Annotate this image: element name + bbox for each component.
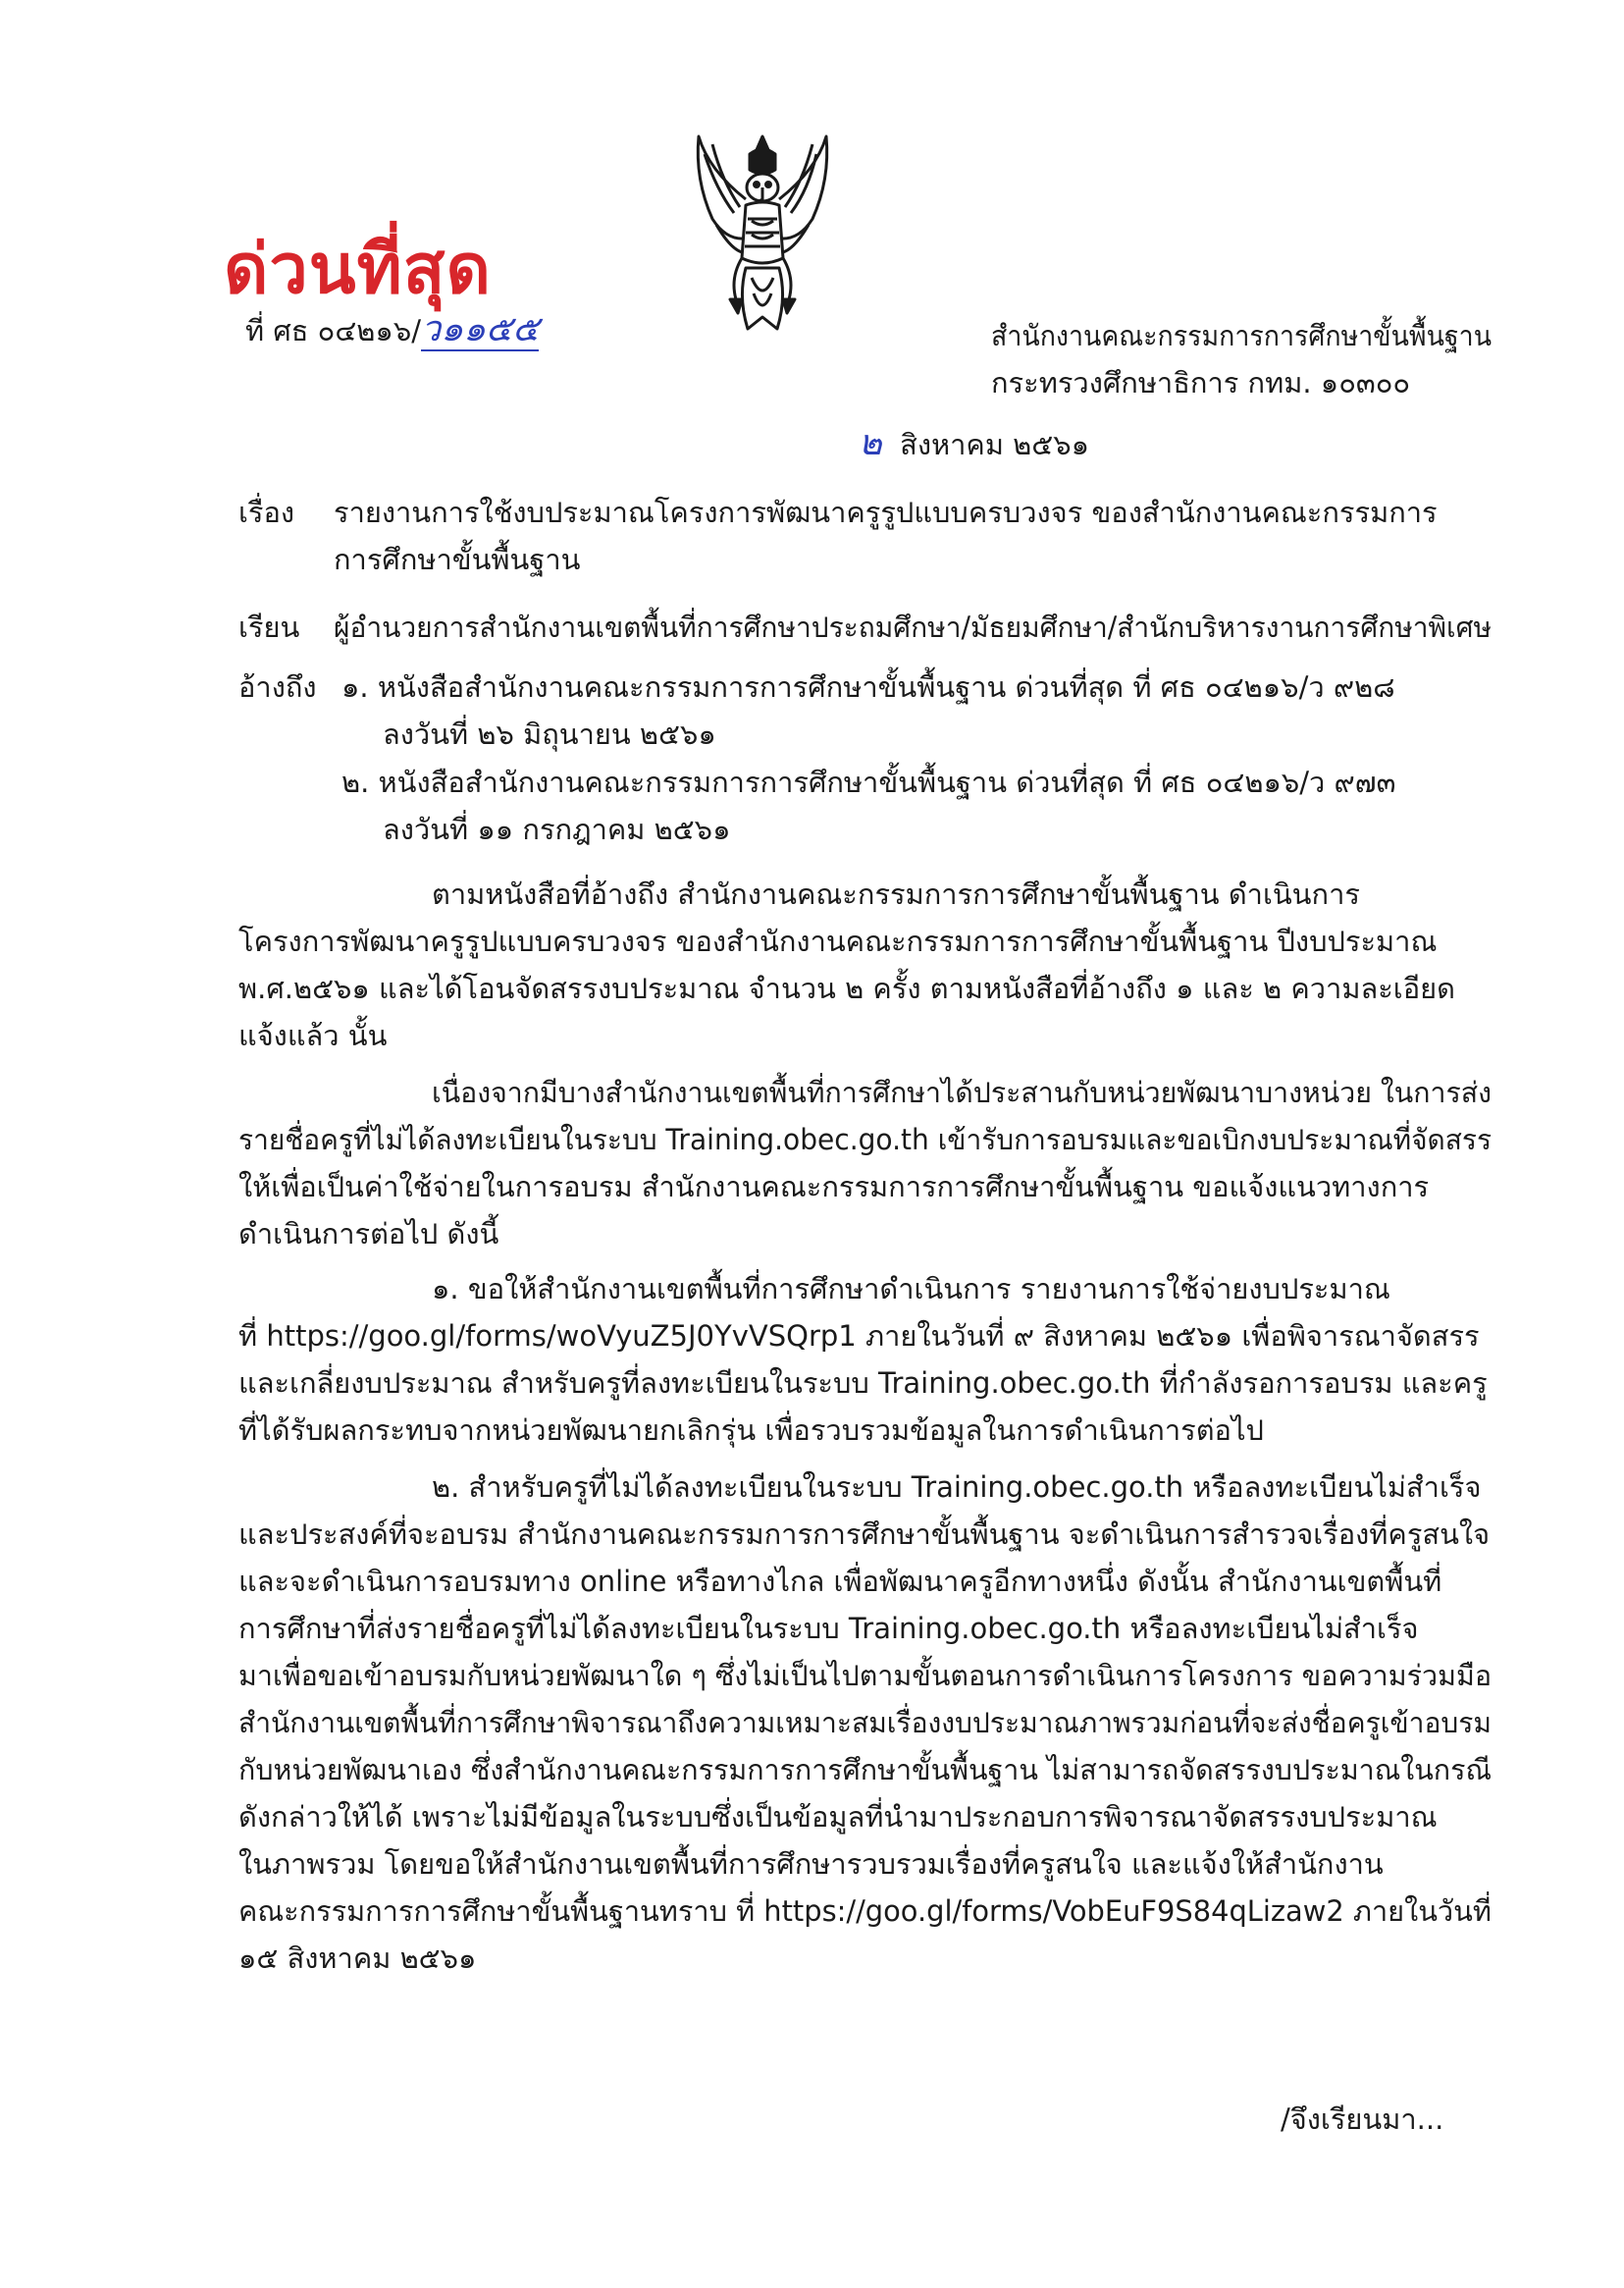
paragraph-4-line-8: ดังกล่าวให้ได้ เพราะไม่มีข้อมูลในระบบซึ่งเป็นข้อมูลที่นำมาประกอบการพิจารณาจัดสรรงบประมาณ: [238, 1800, 1438, 1834]
urgency-stamp: ด่วนที่สุด: [224, 228, 492, 309]
paragraph-2-line-1: เนื่องจากมีบางสำนักงานเขตพื้นที่การศึกษาได้ประสานกับหน่วยพัฒนาบางหน่วย ในการส่ง: [432, 1076, 1492, 1109]
issuing-office: สำนักงานคณะกรรมการการศึกษาขั้นพื้นฐาน: [991, 319, 1493, 352]
paragraph-2-line-2: รายชื่อครูที่ไม่ได้ลงทะเบียนในระบบ Training.obec.go.th เข้ารับการอบรมและขอเบิกงบประมาณที่จัดสรร: [238, 1123, 1493, 1156]
paragraph-1-line-4: แจ้งแล้ว นั้น: [238, 1019, 388, 1052]
references-label: อ้างถึง: [238, 670, 317, 704]
date-month-year: สิงหาคม ๒๕๖๑: [900, 428, 1090, 461]
paragraph-4-line-10: คณะกรรมการการศึกษาขั้นพื้นฐานทราบ ที่ https://goo.gl/forms/VobEuF9S84qLizaw2 ภายในวันที่: [238, 1894, 1492, 1928]
to-label: เรียน: [238, 611, 300, 644]
subject-line-1: รายงานการใช้งบประมาณโครงการพัฒนาครูรูปแบบครบวงจร ของสำนักงานคณะกรรมการ: [334, 496, 1438, 529]
document-number-handwritten: ว๑๑๕๕: [421, 309, 540, 349]
page-continuation: /จึงเรียนมา...: [1281, 2102, 1444, 2136]
garuda-emblem-icon: [691, 131, 834, 337]
paragraph-4-line-3: และจะดำเนินการอบรมทาง online หรือทางไกล เพื่อพัฒนาครูอีกทางหนึ่ง ดังนั้น สำนักงานเขตพื้นที่: [238, 1565, 1442, 1598]
subject-label: เรื่อง: [238, 496, 295, 529]
paragraph-2-line-4: ดำเนินการต่อไป ดังนี้: [238, 1217, 499, 1250]
reference-item-2: ๒. หนังสือสำนักงานคณะกรรมการการศึกษาขั้นพื้นฐาน ด่วนที่สุด ที่ ศธ ๐๔๒๑๖/ว ๙๗๓: [341, 766, 1396, 799]
document-number-prefix: ที่ ศธ ๐๔๒๑๖/: [245, 314, 422, 347]
reference-item-2-date: ลงวันที่ ๑๑ กรกฎาคม ๒๕๖๑: [383, 813, 731, 846]
paragraph-4-line-11: ๑๕ สิงหาคม ๒๕๖๑: [238, 1942, 477, 1975]
paragraph-4-line-9: ในภาพรวม โดยขอให้สำนักงานเขตพื้นที่การศึกษารวบรวมเรื่องที่ครูสนใจ และแจ้งให้สำนักงาน: [238, 1847, 1384, 1881]
subject-line-2: การศึกษาขั้นพื้นฐาน: [334, 543, 581, 576]
document-number: [245, 306, 539, 354]
paragraph-4-line-7: กับหน่วยพัฒนาเอง ซึ่งสำนักงานคณะกรรมการการศึกษาขั้นพื้นฐาน ไม่สามารถจัดสรรงบประมาณในกรณี: [238, 1753, 1492, 1786]
to-recipient: ผู้อำนวยการสำนักงานเขตพื้นที่การศึกษาประถมศึกษา/มัธยมศึกษา/สำนักบริหารงานการศึกษาพิเศษ: [334, 611, 1493, 644]
reference-item-1-date: ลงวันที่ ๒๖ มิถุนายน ๒๕๖๑: [383, 718, 716, 751]
paragraph-4-line-5: มาเพื่อขอเข้าอบรมกับหน่วยพัฒนาใด ๆ ซึ่งไม่เป็นไปตามขั้นตอนการดำเนินการโครงการ ขอความร่วมมือ: [238, 1659, 1493, 1692]
paragraph-1-line-2: โครงการพัฒนาครูรูปแบบครบวงจร ของสำนักงานคณะกรรมการการศึกษาขั้นพื้นฐาน ปีงบประมาณ: [238, 925, 1438, 958]
paragraph-3-line-1: ๑. ขอให้สำนักงานเขตพื้นที่การศึกษาดำเนินการ รายงานการใช้จ่ายงบประมาณ: [432, 1272, 1390, 1305]
paragraph-4-line-6: สำนักงานเขตพื้นที่การศึกษาพิจารณาถึงความเหมาะสมเรื่องงบประมาณภาพรวมก่อนที่จะส่งชื่อครูเข้าอบรม: [238, 1706, 1492, 1739]
paragraph-3-line-4: ที่ได้รับผลกระทบจากหน่วยพัฒนายกเลิกรุ่น เพื่อรวบรวมข้อมูลในการดำเนินการต่อไป: [238, 1413, 1264, 1447]
paragraph-4-line-2: และประสงค์ที่จะอบรม สำนักงานคณะกรรมการการศึกษาขั้นพื้นฐาน จะดำเนินการสำรวจเรื่องที่ครูสนใจ: [238, 1517, 1491, 1551]
document-date: [859, 420, 1089, 468]
paragraph-2-line-3: ให้เพื่อเป็นค่าใช้จ่ายในการอบรม สำนักงานคณะกรรมการการศึกษาขั้นพื้นฐาน ขอแจ้งแนวทางการ: [238, 1170, 1430, 1203]
paragraph-4-line-1: ๒. สำหรับครูที่ไม่ได้ลงทะเบียนในระบบ Training.obec.go.th หรือลงทะเบียนไม่สำเร็จ: [432, 1470, 1482, 1504]
paragraph-4-line-4: การศึกษาที่ส่งรายชื่อครูที่ไม่ได้ลงทะเบียนในระบบ Training.obec.go.th หรือลงทะเบียนไม่สำเร็จ: [238, 1612, 1419, 1645]
issuing-ministry-address: กระทรวงศึกษาธิการ กทม. ๑๐๓๐๐: [991, 366, 1411, 399]
paragraph-1-line-3: พ.ศ.๒๕๖๑ และได้โอนจัดสรรงบประมาณ จำนวน ๒ ครั้ง ตามหนังสือที่อ้างถึง ๑ และ ๒ ความละเอียด: [238, 972, 1455, 1005]
paragraph-3-line-2: ที่ https://goo.gl/forms/woVyuZ5J0YvVSQrp1 ภายในวันที่ ๙ สิงหาคม ๒๕๖๑ เพื่อพิจารณาจัดสรร: [238, 1319, 1480, 1353]
date-day-handwritten: ๒: [859, 423, 882, 463]
paragraph-3-line-3: และเกลี่ยงบประมาณ สำหรับครูที่ลงทะเบียนในระบบ Training.obec.go.th ที่กำลังรอการอบรม และครู: [238, 1366, 1488, 1400]
reference-item-1: ๑. หนังสือสำนักงานคณะกรรมการการศึกษาขั้นพื้นฐาน ด่วนที่สุด ที่ ศธ ๐๔๒๑๖/ว ๙๒๘: [341, 670, 1395, 704]
paragraph-1-line-1: ตามหนังสือที่อ้างถึง สำนักงานคณะกรรมการการศึกษาขั้นพื้นฐาน ดำเนินการ: [432, 878, 1360, 911]
